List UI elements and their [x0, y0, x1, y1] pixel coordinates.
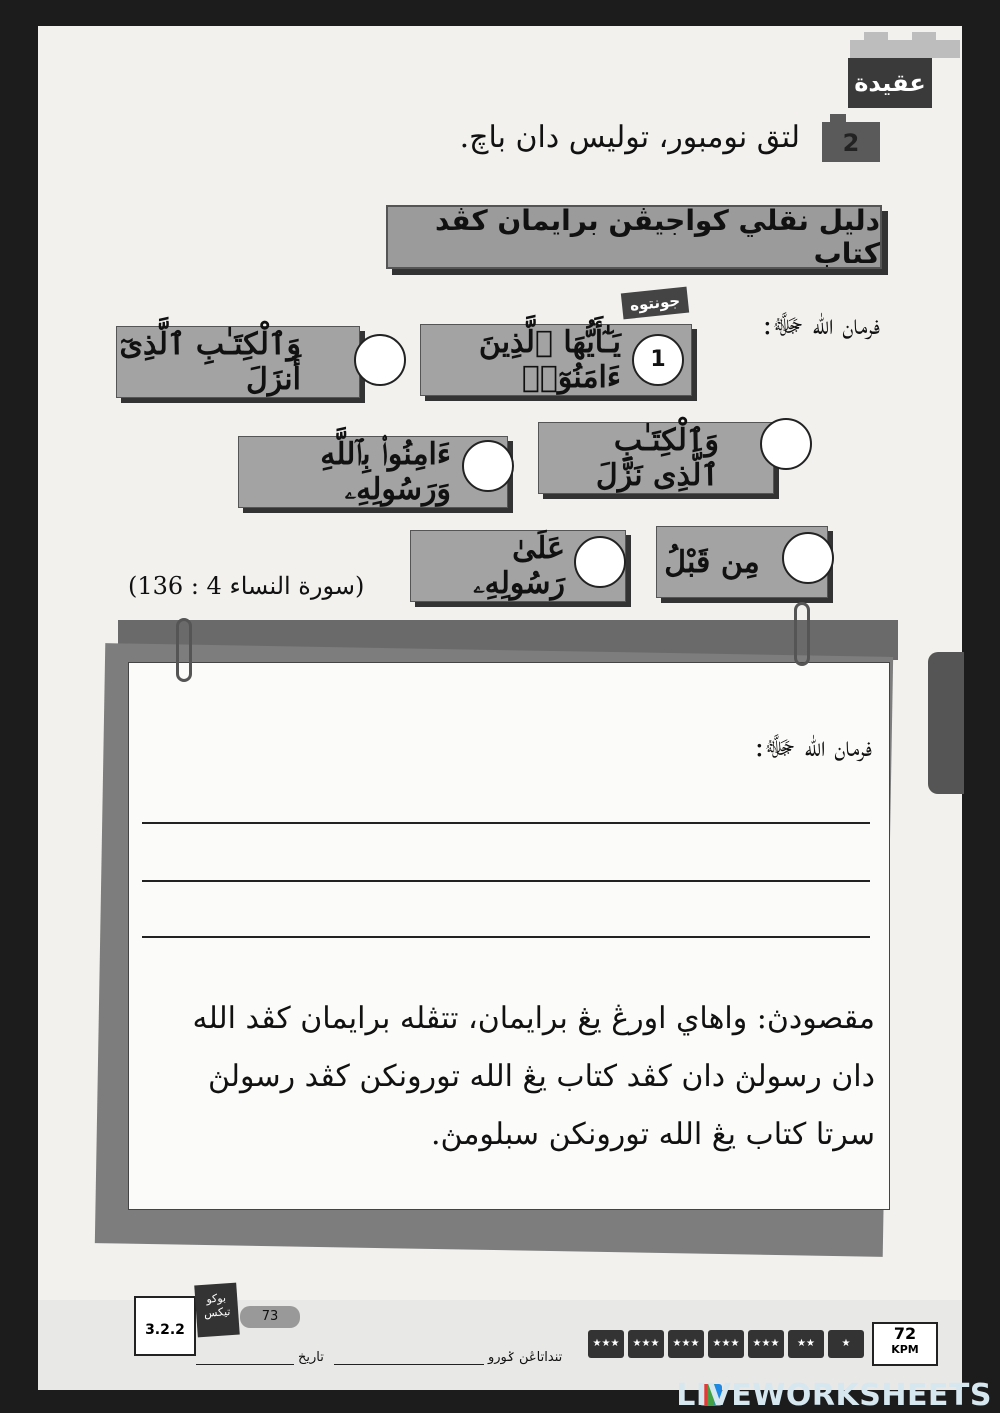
- number-slot-3[interactable]: [760, 418, 812, 470]
- verse-card-text: ءَامِنُوا۟ بِٱللَّهِ وَرَسُولِهِۦ: [320, 437, 451, 507]
- note-firman-label: فرمان الله ﷻ:: [754, 730, 872, 763]
- subject-tag: عقيدة: [848, 58, 932, 108]
- liveworksheets-watermark: LIVEWORKSHEETS: [676, 1378, 992, 1413]
- date-line[interactable]: [196, 1364, 294, 1365]
- verse-card-text: وَٱلْكِتَـٰبِ ٱلَّذِى نَزَّلَ: [595, 423, 719, 493]
- date-label: تاريخ: [298, 1350, 324, 1365]
- number-slot-1: 1: [632, 334, 684, 386]
- verse-card-text: عَلَىٰ رَسُولِهِۦ: [473, 531, 565, 601]
- page-number: 72: [893, 1324, 917, 1343]
- meaning-line: سرتا كتاب يڠ الله تورونكن سبلومڽ.: [430, 1117, 875, 1152]
- star-rating-box: ★★★: [588, 1330, 624, 1358]
- verse-card-3: [538, 422, 774, 494]
- star-rating-box: ★: [828, 1330, 864, 1358]
- notebook-code: 3.2.2: [134, 1296, 196, 1356]
- star-rating-box: ★★★: [708, 1330, 744, 1358]
- number-slot-6[interactable]: [574, 536, 626, 588]
- paperclip-icon: [794, 602, 810, 666]
- firman-label: فرمان الله ﷻ:: [762, 308, 880, 341]
- side-tab: [928, 652, 964, 794]
- number-slot-2[interactable]: [354, 334, 406, 386]
- writing-line-1[interactable]: [142, 822, 870, 824]
- star-rating-box: ★★★: [628, 1330, 664, 1358]
- surah-reference: (سورة النساء 4 : 136): [128, 572, 365, 600]
- star-rating-row: [588, 1330, 864, 1358]
- textbook-page-pill: 73: [240, 1306, 300, 1328]
- verse-card-text: مِن قَبْلُ: [664, 544, 760, 580]
- publisher-label: KPM: [891, 1343, 919, 1356]
- writing-line-2[interactable]: [142, 880, 870, 882]
- star-rating-box: ★★★: [668, 1330, 704, 1358]
- number-slot-4[interactable]: [462, 440, 514, 492]
- verse-card-text: يَـٰٓأَيُّهَا ٱلَّذِينَ ءَامَنُوٓا۟: [478, 325, 621, 395]
- exercise-number-badge: 2: [822, 122, 880, 162]
- title-banner: دليل نقلي كواجيڤن برايمان كڤد كتاب: [386, 205, 882, 269]
- instruction-text: لتق نومبور، توليس دان باچ.: [459, 120, 800, 155]
- meaning-paragraph: [170, 990, 875, 1164]
- example-tag: جونتوه: [621, 287, 689, 320]
- verse-card-2: [116, 326, 360, 398]
- meaning-line: مقصودڽ: واهاي اورڠ يڠ برايمان، تتڤله برايمان كڤد الله: [192, 1001, 875, 1036]
- star-rating-box: ★★★: [748, 1330, 784, 1358]
- teacher-signature-line[interactable]: [334, 1364, 484, 1365]
- star-rating-box: ★★: [788, 1330, 824, 1358]
- textbook-icon: بوكو تيكس: [194, 1283, 240, 1338]
- page-number-book: [872, 1322, 938, 1366]
- paperclip-icon: [176, 618, 192, 682]
- meaning-line: دان رسولڽ دان كڤد كتاب يڠ الله تورونكن كڤد رسولڽ: [208, 1059, 875, 1094]
- teacher-signature-label: تنداتاڠن ݢورو: [488, 1350, 563, 1365]
- decorative-blocks: [850, 40, 960, 58]
- writing-line-3[interactable]: [142, 936, 870, 938]
- number-slot-5[interactable]: [782, 532, 834, 584]
- verse-card-text: وَٱلْكِتَـٰبِ ٱلَّذِىٓ أَنزَلَ: [119, 327, 301, 397]
